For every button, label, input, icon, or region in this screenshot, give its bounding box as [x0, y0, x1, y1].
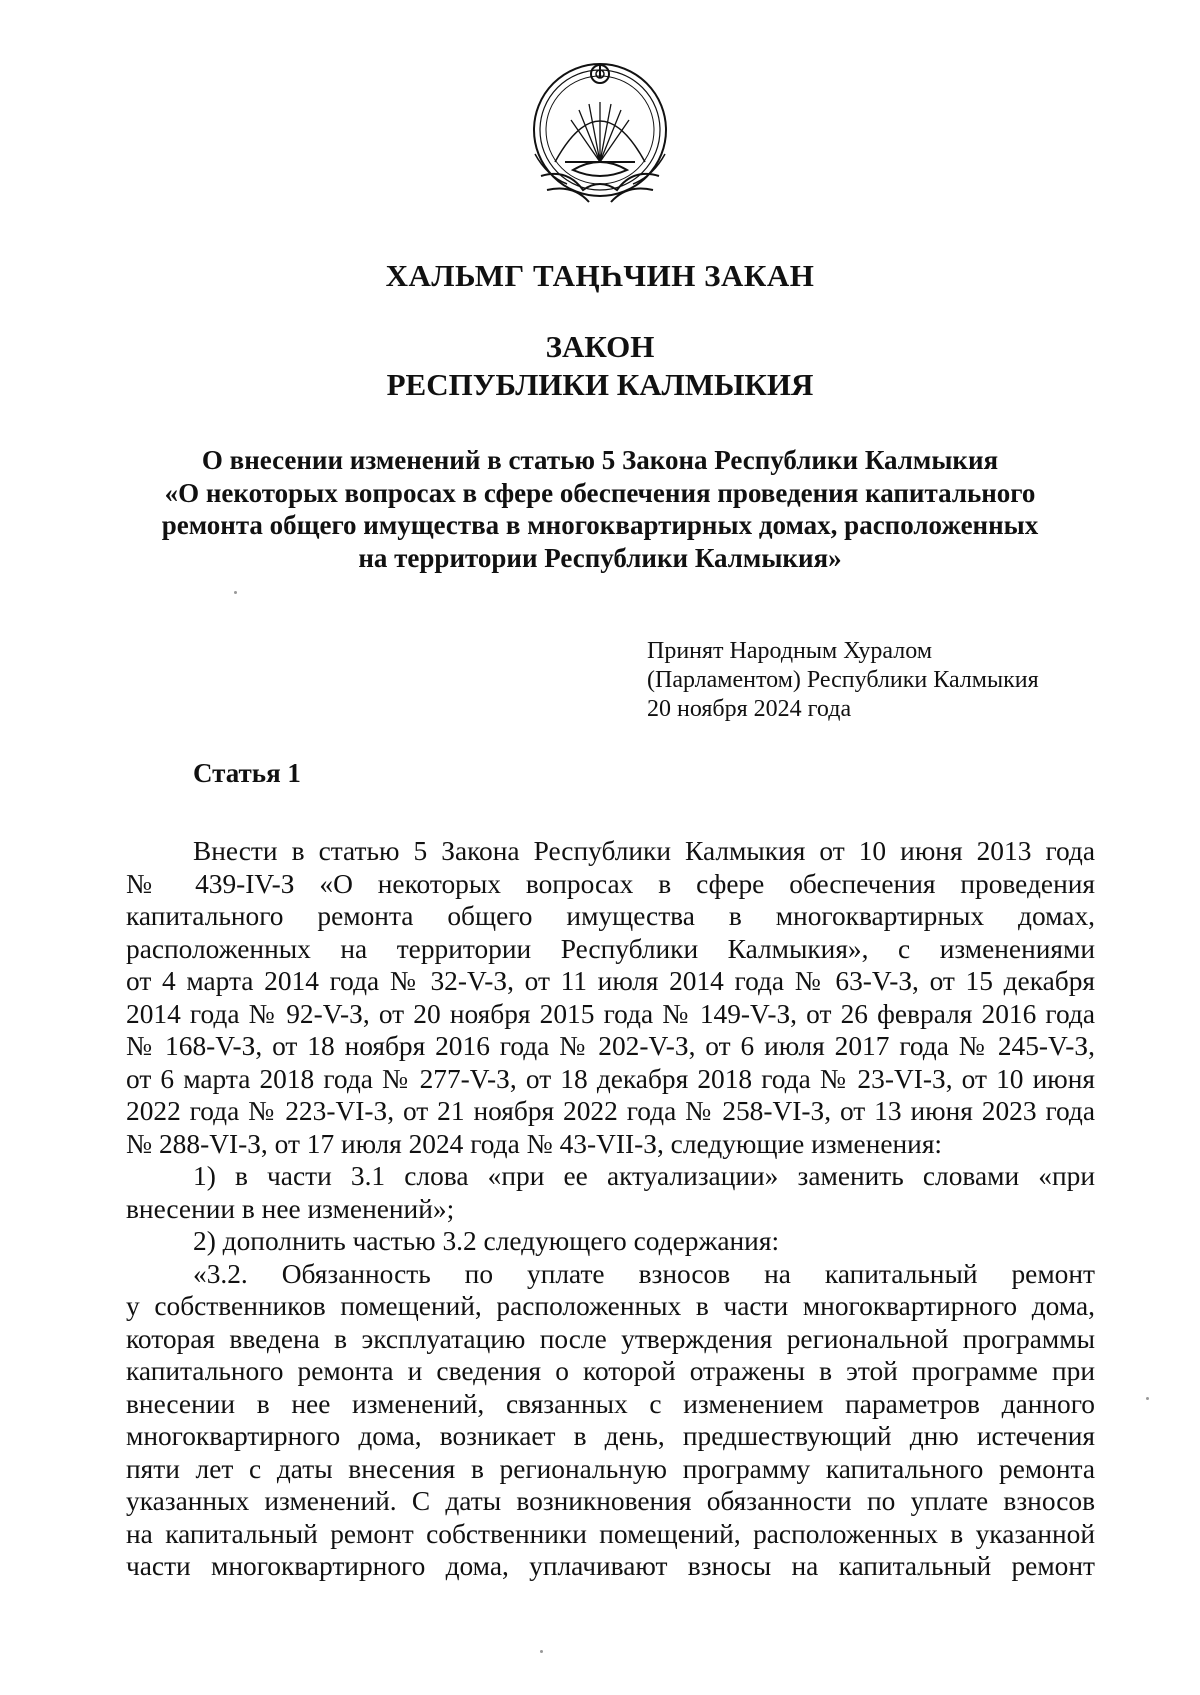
- law-title-line: «О некоторых вопросах в сфере обеспечения проведения капитального: [164, 477, 1036, 508]
- text-line: на капитальный ремонт собственники помещений, расположенных в указанной: [126, 1518, 1095, 1549]
- text-line: 1) в части 3.1 слова «при ее актуализации» заменить словами «при: [193, 1161, 1095, 1191]
- text-line: 2) дополнить частью 3.2 следующего содержания:: [193, 1226, 780, 1256]
- text-line: 2022 года № 223-VI-З, от 21 ноября 2022 года № 258-VI-З, от 13 июня 2023 года: [126, 1096, 1095, 1126]
- article-heading: Статья 1: [193, 758, 301, 788]
- text-line: 2014 года № 92-V-З, от 20 ноября 2015 года № 149-V-З, от 26 февраля 2016 года: [126, 998, 1095, 1029]
- article-body: [126, 835, 1095, 1583]
- law-title-line: О внесении изменений в статью 5 Закона Республики Калмыкия: [201, 445, 999, 475]
- text-line: капитального ремонта общего имущества в многоквартирных домах,: [126, 901, 1095, 931]
- text-line: № 168-V-З, от 18 ноября 2016 года № 202-V-З, от 6 июля 2017 года № 245-V-З,: [126, 1031, 1095, 1061]
- text-line: Внести в статью 5 Закона Республики Калмыкия от 10 июня 2013 года: [193, 836, 1095, 866]
- text-line: «3.2. Обязанность по уплате взносов на капитальный ремонт: [193, 1258, 1095, 1289]
- kalmykia-emblem: [527, 58, 673, 208]
- kalmyk-law-heading: ХАЛЬМГ ТАҢҺЧИН ЗАКАН: [385, 258, 815, 293]
- law-heading-line2: РЕСПУБЛИКИ КАЛМЫКИЯ: [386, 367, 814, 402]
- text-line: расположенных на территории Республики Калмыкия», с изменениями: [126, 933, 1095, 964]
- text-line: № 439-IV-З «О некоторых вопросах в сфере обеспечения проведения: [126, 868, 1095, 899]
- law-heading-line1: ЗАКОН: [545, 329, 655, 364]
- law-heading: [0, 328, 1200, 404]
- law-title: [0, 444, 1200, 574]
- text-line: которая введена в эксплуатацию после утверждения региональной программы: [126, 1323, 1095, 1354]
- text-line: № 288-VI-З, от 17 июля 2024 года № 43-VII-З, следующие изменения:: [126, 1128, 943, 1159]
- scan-speck: [1146, 1397, 1149, 1400]
- law-title-line: на территории Республики Калмыкия»: [358, 542, 842, 573]
- text-line: части многоквартирного дома, уплачивают взносы на капитальный ремонт: [126, 1551, 1095, 1581]
- text-line: капитального ремонта и сведения о которой отражены в этой программе при: [126, 1356, 1095, 1386]
- text-line: указанных изменений. С даты возникновения обязанности по уплате взносов: [126, 1486, 1095, 1516]
- text-line: внесении в нее изменений, связанных с изменением параметров данного: [126, 1388, 1095, 1419]
- text-line: у собственников помещений, расположенных в части многоквартирного дома,: [126, 1291, 1095, 1321]
- text-line: от 4 марта 2014 года № 32-V-З, от 11 июля 2014 года № 63-V-З, от 15 декабря: [126, 966, 1095, 996]
- text-line: от 6 марта 2018 года № 277-V-З, от 18 декабря 2018 года № 23-VI-З, от 10 июня: [126, 1063, 1095, 1094]
- text-line: пяти лет с даты внесения в региональную программу капитального ремонта: [126, 1453, 1095, 1484]
- law-title-line: ремонта общего имущества в многоквартирных домах, расположенных: [161, 510, 1039, 540]
- scan-speck: [234, 591, 237, 594]
- adoption-note: [647, 637, 1039, 724]
- scan-speck: [540, 1650, 543, 1653]
- text-line: внесении в нее изменений»;: [126, 1193, 455, 1224]
- text-line: многоквартирного дома, возникает в день, предшествующий дню истечения: [126, 1421, 1095, 1451]
- adoption-line: (Парламентом) Республики Калмыкия: [647, 667, 1039, 693]
- adoption-line: Принят Народным Хуралом: [647, 638, 932, 664]
- adoption-line: 20 ноября 2024 года: [647, 696, 852, 722]
